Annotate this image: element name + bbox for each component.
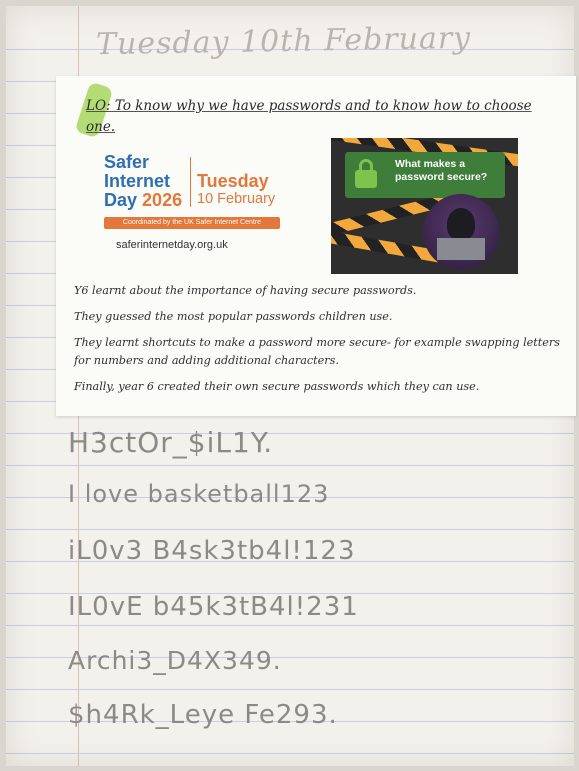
logo-line2: Internet — [104, 171, 171, 191]
printed-sheet — [56, 76, 576, 416]
summary-line: Finally, year 6 created their own secure passwords which they can use. — [74, 380, 480, 393]
summary-line: Y6 learnt about the importance of having secure passwords. — [74, 284, 417, 297]
logo-date-block — [197, 171, 275, 207]
learning-objective: LO: To know why we have passwords and to know how to choose one. — [86, 98, 532, 135]
logo-day-word: Day — [104, 190, 138, 210]
handwritten-password: IL0vE b45k3tB4l!231 — [68, 592, 359, 622]
poster-banner — [345, 152, 505, 198]
poster-title: What makes a password secure? — [395, 158, 488, 183]
hooded-figure-icon — [447, 208, 475, 240]
logo-url: saferinternetday.org.uk — [116, 239, 228, 251]
logo-coordinated-bar: Coordinated by the UK Safer Internet Centre — [104, 217, 280, 229]
laptop-icon — [437, 238, 485, 260]
logo-title — [104, 153, 182, 210]
logo-year: 2026 — [142, 190, 183, 210]
summary-line: They learnt shortcuts to make a password more secure- for example swapping letters for numbers and adding additional characters. — [74, 336, 560, 367]
logo-date: 10 February — [197, 191, 276, 207]
hacker-illustration — [423, 194, 499, 270]
handwritten-password: H3ctOr_$iL1Y. — [68, 426, 274, 459]
summary-line: They guessed the most popular passwords children use. — [74, 310, 393, 323]
handwritten-password: $h4Rk_Leye Fe293. — [68, 700, 338, 730]
handwritten-password: I love basketball123 — [68, 480, 330, 508]
summary-text — [74, 282, 564, 404]
handwritten-password: iL0v3 B4sk3tb4l!123 — [68, 536, 356, 566]
notebook-page — [6, 6, 574, 766]
logo-divider — [190, 157, 191, 207]
logo-weekday: Tuesday — [197, 171, 269, 191]
logo-line1: Safer — [104, 152, 150, 172]
safer-internet-day-logo — [104, 151, 334, 261]
password-poster-image — [331, 138, 518, 274]
padlock-body-icon — [355, 170, 377, 188]
handwritten-password: Archi3_D4X349. — [68, 646, 282, 675]
logo-line3 — [104, 191, 182, 210]
date-heading: Tuesday 10th February — [95, 20, 472, 63]
